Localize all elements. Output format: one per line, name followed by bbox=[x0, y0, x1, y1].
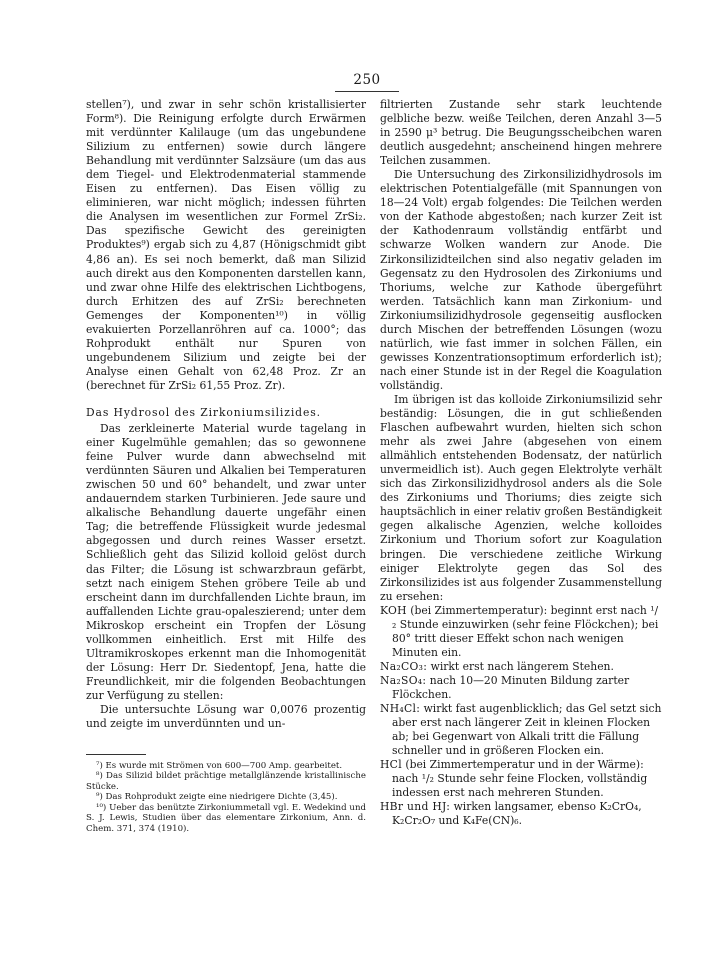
footnotes bbox=[86, 761, 366, 834]
page-number-rule bbox=[335, 91, 399, 92]
electrolyte-text: wirkt erst nach längerem Stehen. bbox=[430, 659, 614, 673]
right-column bbox=[380, 98, 662, 828]
left-column bbox=[86, 98, 366, 834]
footnote-rule bbox=[86, 754, 146, 755]
electrolyte-label: Na₂SO₄: bbox=[380, 673, 427, 687]
electrolyte-text: wirken langsamer, ebenso K₂CrO₄, K₂Cr₂O₇ und K₄Fe(CN)₆. bbox=[392, 800, 642, 828]
paragraph: filtrierten Zustande sehr stark leuchtende gelbliche bezw. weiße Teilchen, deren Anzahl 3—5 in 2590 μ³ betrug. Die Beugungsscheibchen waren deutlich ausgedehnt; anscheinend hingen mehrere Teilchen zusammen. bbox=[380, 98, 662, 168]
electrolyte-entry bbox=[380, 604, 662, 660]
electrolyte-text: (bei Zimmertemperatur): beginnt erst nach ¹/₂ Stunde einzuwirken (sehr feine Flöckchen); bei 80° tritt dieser Effekt schon nach wenigen Minuten ein. bbox=[392, 603, 659, 659]
footnote: ⁹) Das Rohprodukt zeigte eine niedrigere Dichte (3,45). bbox=[96, 792, 338, 803]
electrolyte-label: HCl bbox=[380, 758, 402, 772]
electrolyte-entry bbox=[380, 702, 662, 758]
paragraph: Im übrigen ist das kolloide Zirkoniumsilizid sehr beständig: Lösungen, die in gut schließenden Flaschen aufbewahrt wurden, hielten sich schon mehr als zwei Jahre (abgesehen von einem allmählich entstehenden Bodensatz, der natürlich unvermeidlich ist). Auch gegen Elektrolyte verhält sich das Zirkonsilizidhydrosol anders als die Sole des Zirkoniums und Thoriums; dies zeigte sich hauptsächlich in einer relativ großen Beständigkeit gegen alkalische Agenzien, welche kolloides Zirkonium und Thorium sofort zur Koagulation bringen. Die verschiedene zeitliche Wirkung einiger Elektrolyte gegen das Sol des Zirkonsilizides ist aus folgender Zusammenstellung zu ersehen: bbox=[380, 392, 662, 603]
electrolyte-label: HBr und HJ: bbox=[380, 800, 451, 814]
paragraph: Die untersuchte Lösung war 0,0076 prozentig und zeigte im unverdünnten und un- bbox=[86, 702, 366, 731]
footnote: ⁷) Es wurde mit Strömen von 600—700 Amp. gearbeitet. bbox=[96, 761, 343, 772]
page-number: 250 bbox=[353, 72, 381, 88]
electrolyte-text: (bei Zimmertemperatur und in der Wärme): nach ¹/₂ Stunde sehr feine Flocken, vollständig indessen erst nach mehreren Stunden. bbox=[392, 758, 648, 800]
paragraph: Das zerkleinerte Material wurde tagelang in einer Kugelmühle gemahlen; das so gewonnene feine Pulver wurde dann abwechselnd mit verdünnten Säuren und Alkalien bei Temperaturen zwischen 50 und 60° behandelt, und zwar unter andauerndem starken Turbinieren. Jede saure und alkalische Behandlung dauerte ungefähr einen Tag; die betreffende Flüssigkeit wurde jedesmal abgegossen und durch reines Wasser ersetzt. Schließlich geht das Silizid kolloid gelöst durch das Filter; die Lösung ist schwarzbraun gefärbt, setzt nach einigem Stehen gröbere Teile ab und erscheint dann im durchfallenden Lichte braun, im auffallenden Lichte grau-opaleszierend; unter dem Mikroskop erscheint ein Tropfen der Lösung vollkommen einheitlich. Erst mit Hilfe des Ultramikroskopes erkennt man die Inhomogenität der Lösung: Herr Dr. Siedentopf, Jena, hatte die Freundlichkeit, mir die folgenden Beobachtungen zur Verfügung zu stellen: bbox=[86, 422, 366, 702]
paragraph: stellen⁷), und zwar in sehr schön kristallisierter Form⁸). Die Reinigung erfolgte durch Erwärmen mit verdünnter Kalilauge (um das ungebundene Silizium zu entfernen) sowie durch längere Behandlung mit verdünnter Salzsäure (um das aus dem Tiegel- und Elektrodenmaterial stammende Eisen zu entfernen). Das Eisen völlig zu eliminieren, war nicht möglich; indessen führten die Analysen im wesentlichen zur Formel ZrSi₂. Das spezifische Gewicht des gereinigten Produktes⁹) ergab sich zu 4,87 (Hönigschmidt gibt 4,86 an). Es sei noch bemerkt, daß man Silizid auch direkt aus den Komponenten darstellen kann, und zwar ohne Hilfe des elektrischen Lichtbogens, durch Erhitzen des auf ZrSi₂ berechneten Gemenges der Komponenten¹⁰) in völlig evakuierten Porzellanröhren auf ca. 1000°; das Rohprodukt enthält nur Spuren von ungebundenem Silizium und zeigte bei der Analyse einen Gehalt von 62,48 Proz. Zr an (berechnet für ZrSi₂ 61,55 Proz. Zr). bbox=[86, 98, 366, 392]
section-heading: Das Hydrosol des Zirkoniumsilizides. bbox=[86, 405, 321, 419]
electrolyte-text: wirkt fast augenblicklich; das Gel setzt sich aber erst nach längerer Zeit in kleinen Flocken ab; bei Gegenwart von Alkali tritt die Fällung schneller und in größeren Flocken ein. bbox=[392, 702, 662, 758]
electrolyte-entry bbox=[380, 758, 662, 800]
electrolyte-entry bbox=[380, 674, 662, 702]
footnote: ⁸) Das Silizid bildet prächtige metallglänzende kristallinische Stücke. bbox=[86, 771, 366, 792]
electrolyte-label: KOH bbox=[380, 603, 407, 617]
electrolyte-label: Na₂CO₃: bbox=[380, 659, 428, 673]
electrolyte-list bbox=[380, 604, 662, 829]
electrolyte-text: nach 10—20 Minuten Bildung zarter Flöckchen. bbox=[392, 673, 630, 701]
electrolyte-entry bbox=[380, 800, 662, 828]
electrolyte-entry bbox=[380, 660, 662, 674]
electrolyte-label: NH₄Cl: bbox=[380, 702, 421, 716]
paragraph: Die Untersuchung des Zirkonsilizidhydrosols im elektrischen Potentialgefälle (mit Spannungen von 18—24 Volt) ergab folgendes: Die Teilchen werden von der Kathode abgestoßen; nach kurzer Zeit ist der Kathodenraum vollständig entfärbt und schwarze Wolken wandern zur Anode. Die Zirkonsilizidteilchen sind also negativ geladen im Gegensatz zu den Hydrosolen des Zirkoniums und Thoriums, welche zur Kathode übergeführt werden. Tatsächlich kann man Zirkonium- und Zirkoniumsilizidhydrosole gegenseitig ausflocken durch Mischen der betreffenden Lösungen (wozu natürlich, wie fast immer in solchen Fällen, ein gewisses Konzentrationsoptimum erforderlich ist); nach einer Stunde ist in der Regel die Koagulation vollständig. bbox=[380, 168, 662, 392]
footnote: ¹⁰) Ueber das benützte Zirkoniummetall vgl. E. Wedekind und S. J. Lewis, Studien über das elementare Zirkonium, Ann. d. Chem. 371, 374 (1910). bbox=[86, 802, 366, 834]
